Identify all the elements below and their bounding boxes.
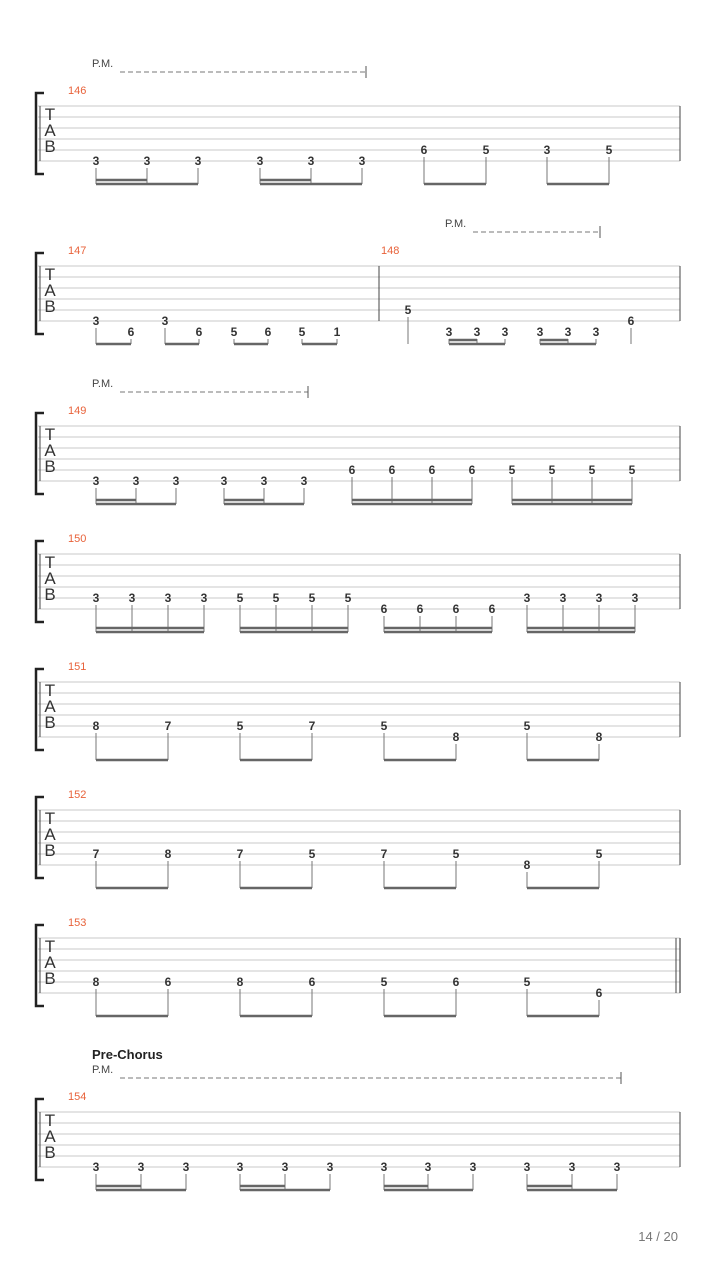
fret-number: 8 [523, 858, 531, 872]
fret-number: 5 [523, 719, 531, 733]
fret-number: 3 [568, 1160, 576, 1174]
fret-number: 5 [380, 975, 388, 989]
fret-number: 5 [380, 719, 388, 733]
fret-number: 3 [445, 325, 453, 339]
tab-clef-letter: A [44, 121, 56, 140]
fret-number: 3 [469, 1160, 477, 1174]
tab-clef-letter: B [44, 969, 56, 988]
fret-number: 7 [236, 847, 244, 861]
fret-number: 3 [564, 325, 572, 339]
fret-number: 5 [236, 719, 244, 733]
measure-number: 149 [68, 405, 87, 417]
fret-number: 3 [236, 1160, 244, 1174]
fret-number: 3 [92, 591, 100, 605]
fret-number: 3 [256, 154, 264, 168]
fret-number: 5 [298, 325, 306, 339]
fret-number: 3 [200, 591, 208, 605]
fret-number: 8 [595, 730, 603, 744]
fret-number: 5 [272, 591, 280, 605]
fret-number: 3 [543, 143, 551, 157]
measure-number: 150 [68, 533, 87, 545]
fret-number: 5 [482, 143, 490, 157]
palm-mute-label: P.M. [445, 218, 467, 230]
tab-clef-letter: T [44, 553, 56, 572]
tab-clef-letter: B [44, 1143, 56, 1162]
fret-number: 3 [559, 591, 567, 605]
fret-number: 3 [143, 154, 151, 168]
fret-number: 3 [300, 474, 308, 488]
tab-clef-letter: A [44, 825, 56, 844]
fret-number: 6 [468, 463, 476, 477]
tab-clef-letter: A [44, 441, 56, 460]
fret-number: 7 [92, 847, 100, 861]
fret-number: 5 [628, 463, 636, 477]
fret-number: 3 [92, 314, 100, 328]
tab-clef-letter: A [44, 697, 56, 716]
fret-number: 5 [588, 463, 596, 477]
fret-number: 3 [307, 154, 315, 168]
fret-number: 6 [388, 463, 396, 477]
fret-number: 3 [220, 474, 228, 488]
fret-number: 3 [92, 154, 100, 168]
fret-number: 5 [452, 847, 460, 861]
fret-number: 3 [358, 154, 366, 168]
fret-number: 5 [344, 591, 352, 605]
measure-number: 147 [68, 245, 87, 257]
fret-number: 3 [92, 1160, 100, 1174]
measure-number: 146 [68, 85, 87, 97]
tab-clef-letter: T [44, 1111, 56, 1130]
fret-number: 3 [182, 1160, 190, 1174]
fret-number: 6 [627, 314, 635, 328]
tab-clef-letter: B [44, 137, 56, 156]
fret-number: 5 [508, 463, 516, 477]
palm-mute-label: P.M. [92, 378, 114, 390]
fret-number: 3 [523, 1160, 531, 1174]
tab-clef-letter: B [44, 297, 56, 316]
tab-clef-letter: B [44, 457, 56, 476]
fret-number: 5 [523, 975, 531, 989]
measure-number: 148 [381, 245, 400, 257]
tab-clef-letter: A [44, 281, 56, 300]
tab-clef-letter: T [44, 105, 56, 124]
tab-clef-letter: T [44, 809, 56, 828]
fret-number: 6 [595, 986, 603, 1000]
fret-number: 6 [164, 975, 172, 989]
fret-number: 5 [605, 143, 613, 157]
page-number: 14 / 20 [638, 1229, 678, 1244]
fret-number: 6 [452, 602, 460, 616]
fret-number: 5 [230, 325, 238, 339]
fret-number: 5 [308, 847, 316, 861]
fret-number: 3 [164, 591, 172, 605]
section-label: Pre-Chorus [92, 1047, 163, 1062]
fret-number: 8 [92, 975, 100, 989]
fret-number: 6 [488, 602, 496, 616]
fret-number: 3 [326, 1160, 334, 1174]
tab-clef-letter: T [44, 681, 56, 700]
measure-number: 152 [68, 789, 87, 801]
fret-number: 3 [501, 325, 509, 339]
fret-number: 5 [548, 463, 556, 477]
fret-number: 3 [281, 1160, 289, 1174]
measure-number: 153 [68, 917, 87, 929]
fret-number: 6 [348, 463, 356, 477]
fret-number: 6 [380, 602, 388, 616]
fret-number: 3 [92, 474, 100, 488]
measure-number: 151 [68, 661, 87, 673]
fret-number: 6 [127, 325, 135, 339]
fret-number: 3 [592, 325, 600, 339]
fret-number: 6 [452, 975, 460, 989]
tab-clef-letter: A [44, 953, 56, 972]
tab-clef-letter: T [44, 265, 56, 284]
fret-number: 3 [128, 591, 136, 605]
fret-number: 5 [236, 591, 244, 605]
tab-clef-letter: B [44, 585, 56, 604]
fret-number: 1 [333, 325, 341, 339]
fret-number: 3 [194, 154, 202, 168]
fret-number: 8 [452, 730, 460, 744]
fret-number: 6 [428, 463, 436, 477]
fret-number: 7 [308, 719, 316, 733]
palm-mute-label: P.M. [92, 58, 114, 70]
fret-number: 3 [536, 325, 544, 339]
fret-number: 6 [308, 975, 316, 989]
fret-number: 3 [161, 314, 169, 328]
fret-number: 6 [264, 325, 272, 339]
fret-number: 3 [260, 474, 268, 488]
tab-clef-letter: A [44, 1127, 56, 1146]
fret-number: 3 [523, 591, 531, 605]
fret-number: 8 [236, 975, 244, 989]
fret-number: 8 [164, 847, 172, 861]
tab-clef-letter: T [44, 937, 56, 956]
tab-clef-letter: A [44, 569, 56, 588]
fret-number: 7 [164, 719, 172, 733]
fret-number: 5 [404, 303, 412, 317]
fret-number: 3 [137, 1160, 145, 1174]
fret-number: 3 [172, 474, 180, 488]
fret-number: 6 [420, 143, 428, 157]
fret-number: 5 [308, 591, 316, 605]
fret-number: 6 [416, 602, 424, 616]
fret-number: 3 [380, 1160, 388, 1174]
fret-number: 3 [473, 325, 481, 339]
fret-number: 8 [92, 719, 100, 733]
fret-number: 7 [380, 847, 388, 861]
tab-clef-letter: B [44, 841, 56, 860]
fret-number: 5 [595, 847, 603, 861]
palm-mute-label: P.M. [92, 1064, 114, 1076]
tab-clef-letter: T [44, 425, 56, 444]
fret-number: 6 [195, 325, 203, 339]
fret-number: 3 [132, 474, 140, 488]
measure-number: 154 [68, 1091, 87, 1103]
fret-number: 3 [631, 591, 639, 605]
tab-clef-letter: B [44, 713, 56, 732]
fret-number: 3 [595, 591, 603, 605]
fret-number: 3 [613, 1160, 621, 1174]
fret-number: 3 [424, 1160, 432, 1174]
